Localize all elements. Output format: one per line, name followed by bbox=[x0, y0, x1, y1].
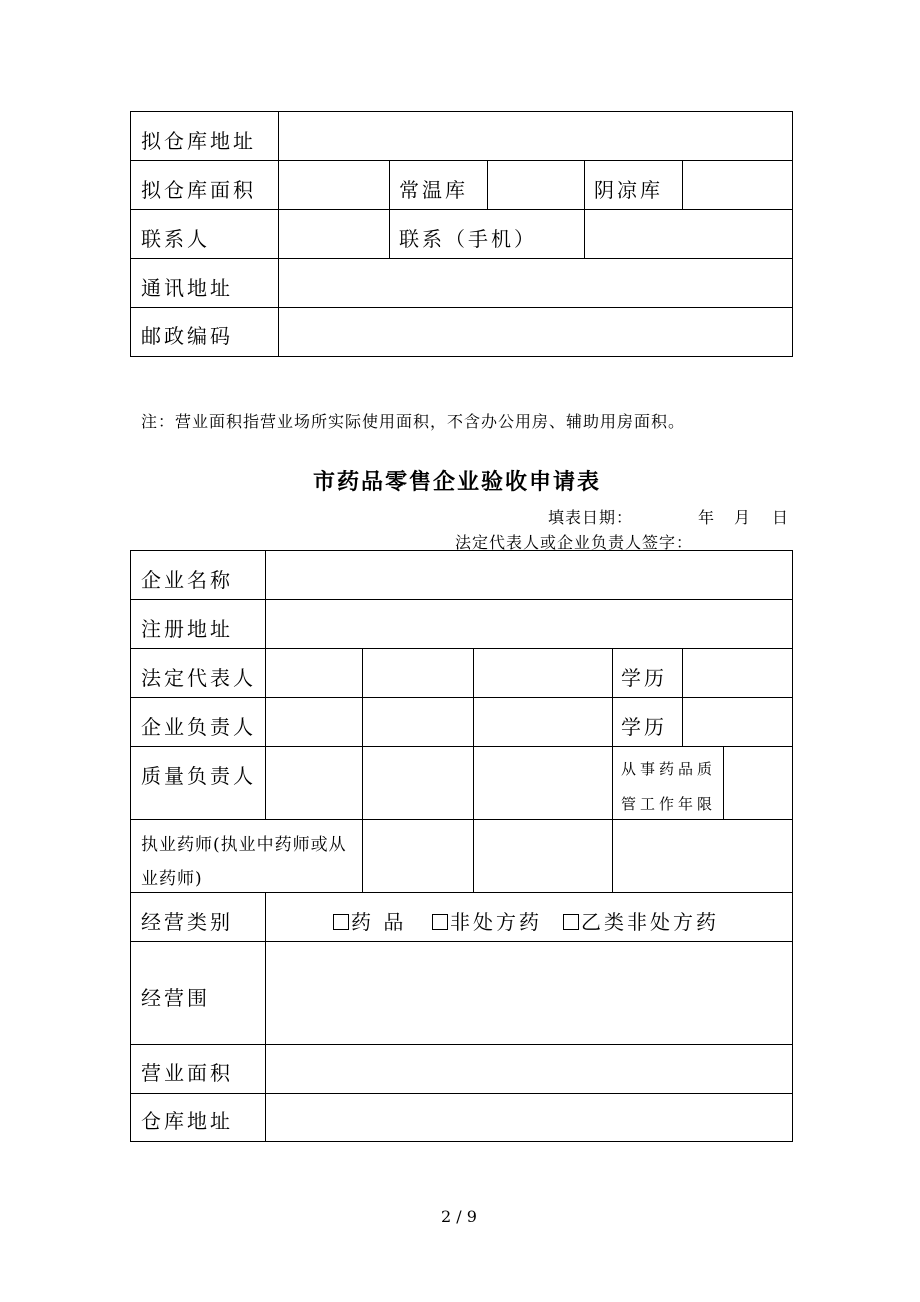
warehouse-address-input-cell[interactable] bbox=[266, 1094, 793, 1142]
quality-head-input-cell[interactable] bbox=[474, 747, 613, 820]
company-name-label: 企业名称 bbox=[141, 568, 233, 592]
mail-address-input-cell[interactable] bbox=[279, 259, 793, 308]
cool-storage-label: 阴凉库 bbox=[594, 178, 663, 202]
checkbox-otc-b[interactable] bbox=[563, 914, 579, 930]
contact-person-label: 联系人 bbox=[141, 227, 210, 251]
quality-head-input-cell[interactable] bbox=[266, 747, 363, 820]
business-area-label: 营业面积 bbox=[141, 1061, 233, 1085]
option-drugs[interactable] bbox=[333, 906, 406, 935]
pharmacist-label-line1: 执业药师(执业中药师或从 bbox=[141, 835, 347, 855]
legal-rep-input-cell[interactable] bbox=[363, 649, 474, 698]
warehouse-address-input-cell[interactable] bbox=[279, 112, 793, 161]
form-title: 市药品零售企业验收申请表 bbox=[313, 469, 602, 495]
cool-storage-input-cell[interactable] bbox=[683, 161, 793, 210]
year-label: 年 bbox=[698, 508, 716, 527]
contact-phone-input-cell[interactable] bbox=[585, 210, 793, 259]
business-scope-input-cell[interactable] bbox=[266, 942, 793, 1045]
mail-address-label: 通讯地址 bbox=[141, 276, 233, 300]
option-otc[interactable] bbox=[432, 906, 542, 935]
quality-years-label-line1: 从事药品质 bbox=[621, 760, 717, 778]
quality-head-label: 质量负责人 bbox=[141, 764, 256, 788]
normal-temp-label: 常温库 bbox=[399, 178, 468, 202]
quality-years-label-line2: 管工作年限 bbox=[621, 795, 717, 813]
company-head-input-cell[interactable] bbox=[363, 698, 474, 747]
company-name-input-cell[interactable] bbox=[266, 551, 793, 600]
reg-address-label: 注册地址 bbox=[141, 617, 233, 641]
education-label: 学历 bbox=[621, 715, 667, 739]
contact-person-input-cell[interactable] bbox=[279, 210, 390, 259]
pharmacist-input-cell[interactable] bbox=[613, 820, 793, 893]
company-head-input-cell[interactable] bbox=[474, 698, 613, 747]
option-otc-b-label: 乙类非处方药 bbox=[581, 910, 719, 934]
pharmacist-input-cell[interactable] bbox=[363, 820, 474, 893]
area-note: 注：营业面积指营业场所实际使用面积，不含办公用房、辅助用房面积。 bbox=[141, 412, 686, 431]
legal-rep-education-input-cell[interactable] bbox=[683, 649, 793, 698]
day-label: 日 bbox=[772, 508, 790, 527]
legal-rep-input-cell[interactable] bbox=[266, 649, 363, 698]
page-number: 2 / 9 bbox=[441, 1207, 477, 1226]
normal-temp-input-cell[interactable] bbox=[488, 161, 585, 210]
checkbox-drugs[interactable] bbox=[333, 914, 349, 930]
business-scope-label: 经营围 bbox=[141, 986, 210, 1010]
pharmacist-input-cell[interactable] bbox=[474, 820, 613, 893]
quality-years-input-cell[interactable] bbox=[724, 747, 793, 820]
legal-rep-label: 法定代表人 bbox=[141, 666, 256, 690]
pharmacist-label-line2: 业药师) bbox=[141, 869, 203, 889]
business-category-label: 经营类别 bbox=[141, 910, 233, 934]
contact-phone-label: 联系（手机） bbox=[399, 227, 537, 251]
warehouse-address-label: 仓库地址 bbox=[141, 1109, 233, 1133]
warehouse-area-label: 拟仓库面积 bbox=[141, 178, 256, 202]
option-drugs-label: 药 品 bbox=[351, 910, 407, 934]
reg-address-input-cell[interactable] bbox=[266, 600, 793, 649]
company-head-label: 企业负责人 bbox=[141, 715, 256, 739]
quality-head-input-cell[interactable] bbox=[363, 747, 474, 820]
postcode-input-cell[interactable] bbox=[279, 308, 793, 357]
company-head-input-cell[interactable] bbox=[266, 698, 363, 747]
education-label: 学历 bbox=[621, 666, 667, 690]
checkbox-otc[interactable] bbox=[432, 914, 448, 930]
warehouse-address-label: 拟仓库地址 bbox=[141, 129, 256, 153]
legal-rep-input-cell[interactable] bbox=[474, 649, 613, 698]
month-label: 月 bbox=[734, 508, 752, 527]
signature-label: 法定代表人或企业负责人签字： bbox=[455, 533, 694, 552]
option-otc-label: 非处方药 bbox=[450, 910, 542, 934]
option-otc-b[interactable] bbox=[563, 906, 719, 935]
company-head-education-input-cell[interactable] bbox=[683, 698, 793, 747]
postcode-label: 邮政编码 bbox=[141, 324, 233, 348]
fill-date-label: 填表日期： bbox=[548, 508, 634, 527]
warehouse-area-input-cell[interactable] bbox=[279, 161, 390, 210]
business-area-input-cell[interactable] bbox=[266, 1045, 793, 1094]
